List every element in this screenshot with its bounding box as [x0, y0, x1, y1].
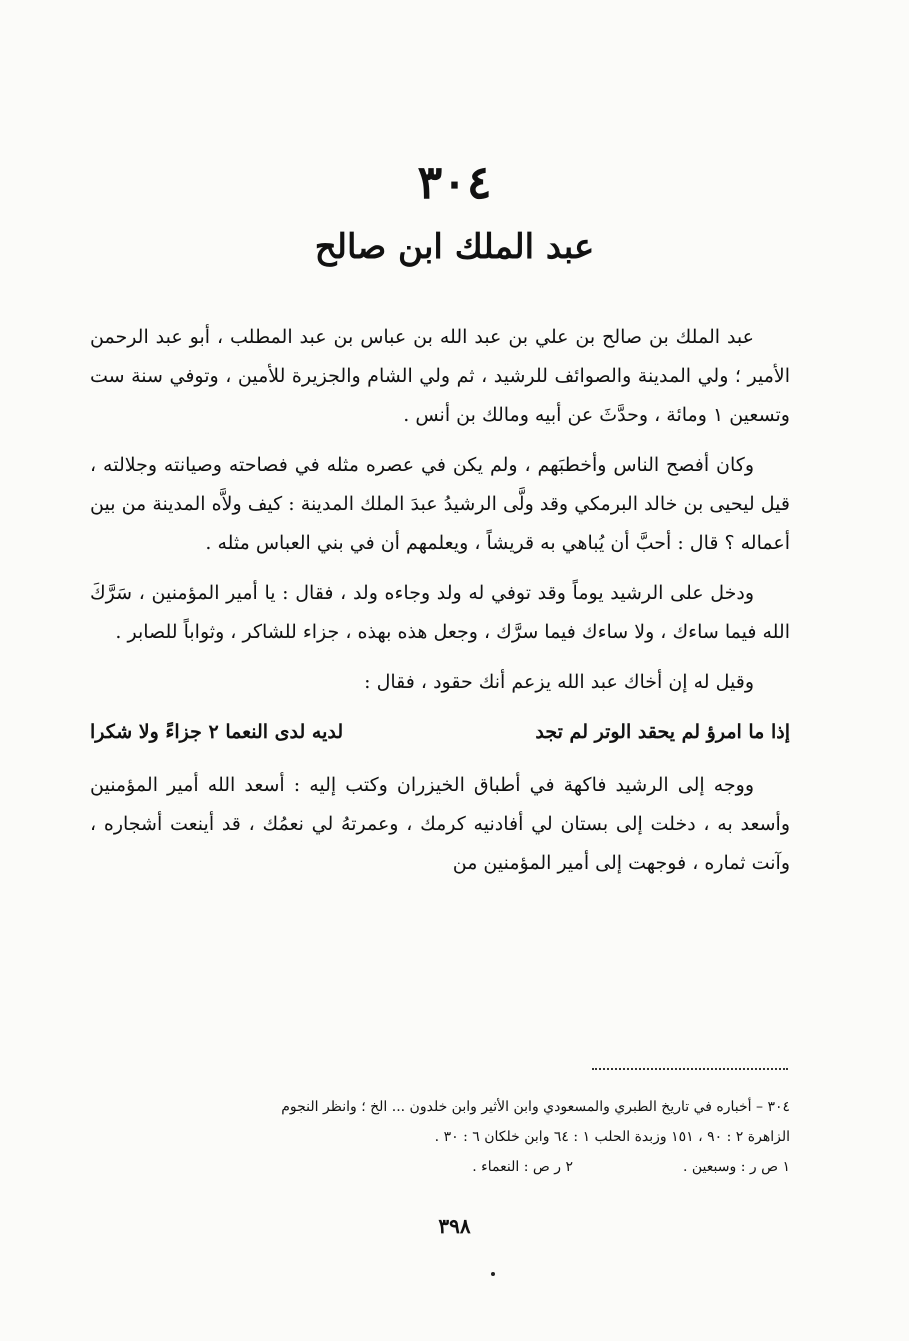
ink-speck — [491, 1272, 495, 1276]
verse-first-hemistich: إذا ما امرؤ لم يحقد الوتر لم تجد — [535, 721, 790, 743]
verse-second-hemistich: لديه لدى النعما ٢ جزاءً ولا شكرا — [90, 721, 344, 743]
footnote-divider — [592, 1068, 788, 1070]
page-number: ٣٩٨ — [438, 1214, 471, 1238]
paragraph-fruit-gift: ووجه إلى الرشيد فاكهة في أطباق الخيزران وكتب إليه : أسعد الله أمير المؤمنين وأسعد به ، دخلت إلى بستان لي أفادنيه كرمك ، وعمرتهُ لي نعمُك ، قد أينعت أشجاره ، وآنت ثماره ، فوجهت إلى أمير المؤمنين من — [90, 774, 790, 874]
footnote-variants — [85, 1152, 790, 1182]
paragraph-condolence: ودخل على الرشيد يوماً وقد توفي له ولد وجاءه ولد ، فقال : يا أمير المؤمنين ، سَرَّكَ الله فيما ساءك ، ولا ساءك فيما سرَّك ، وجعل هذه بهذه ، جزاء للشاكر ، وثواباً للصابر . — [90, 582, 790, 643]
paragraph-biography: عبد الملك بن صالح بن علي بن عبد الله بن عباس بن عبد المطلب ، أبو عبد الرحمن الأمير ؛ ولي المدينة والصوائف للرشيد ، ثم ولي الشام والجزيرة للأمين ، وتوفي سنة ست وتسعين ١ ومائة ، وحدَّثَ عن أبيه ومالك بن أنس . — [90, 326, 790, 426]
entry-title: عبد الملك ابن صالح — [314, 227, 595, 267]
footnote-note-1: ١ ص ر : وسبعين . — [683, 1159, 790, 1175]
footnote-note-2: ٢ ر ص : النعماء . — [472, 1159, 573, 1175]
entry-number: ٣٠٤ — [417, 155, 492, 209]
paragraph-eloquence: وكان أفصح الناس وأخطبَهم ، ولم يكن في عصره مثله في فصاحته وصيانته وجلالته ، قيل ليحيى بن خالد البرمكي وقد ولَّى الرشيدُ عبدَ الملك المدينة : كيف ولاَّه المدينة من بين أعماله ؟ قال : أحبَّ أن يُباهي به قريشاً ، ويعلمهم أن في بني العباس مثله . — [90, 454, 790, 554]
body-text — [90, 318, 790, 894]
footnotes — [85, 1092, 790, 1182]
footnote-sources-line-1: ٣٠٤ – أخباره في تاريخ الطبري والمسعودي وابن الأثير وابن خلدون ... الخ ؛ وانظر النجوم — [281, 1099, 790, 1115]
poem-verse — [90, 713, 790, 752]
paragraph-verse-intro: وقيل له إن أخاك عبد الله يزعم أنك حقود ، فقال : — [364, 671, 754, 693]
footnote-sources-line-2: الزاهرة ٢ : ٩٠ ، ١٥١ وزبدة الحلب ١ : ٦٤ وابن خلكان ٦ : ٣٠ . — [434, 1129, 790, 1145]
